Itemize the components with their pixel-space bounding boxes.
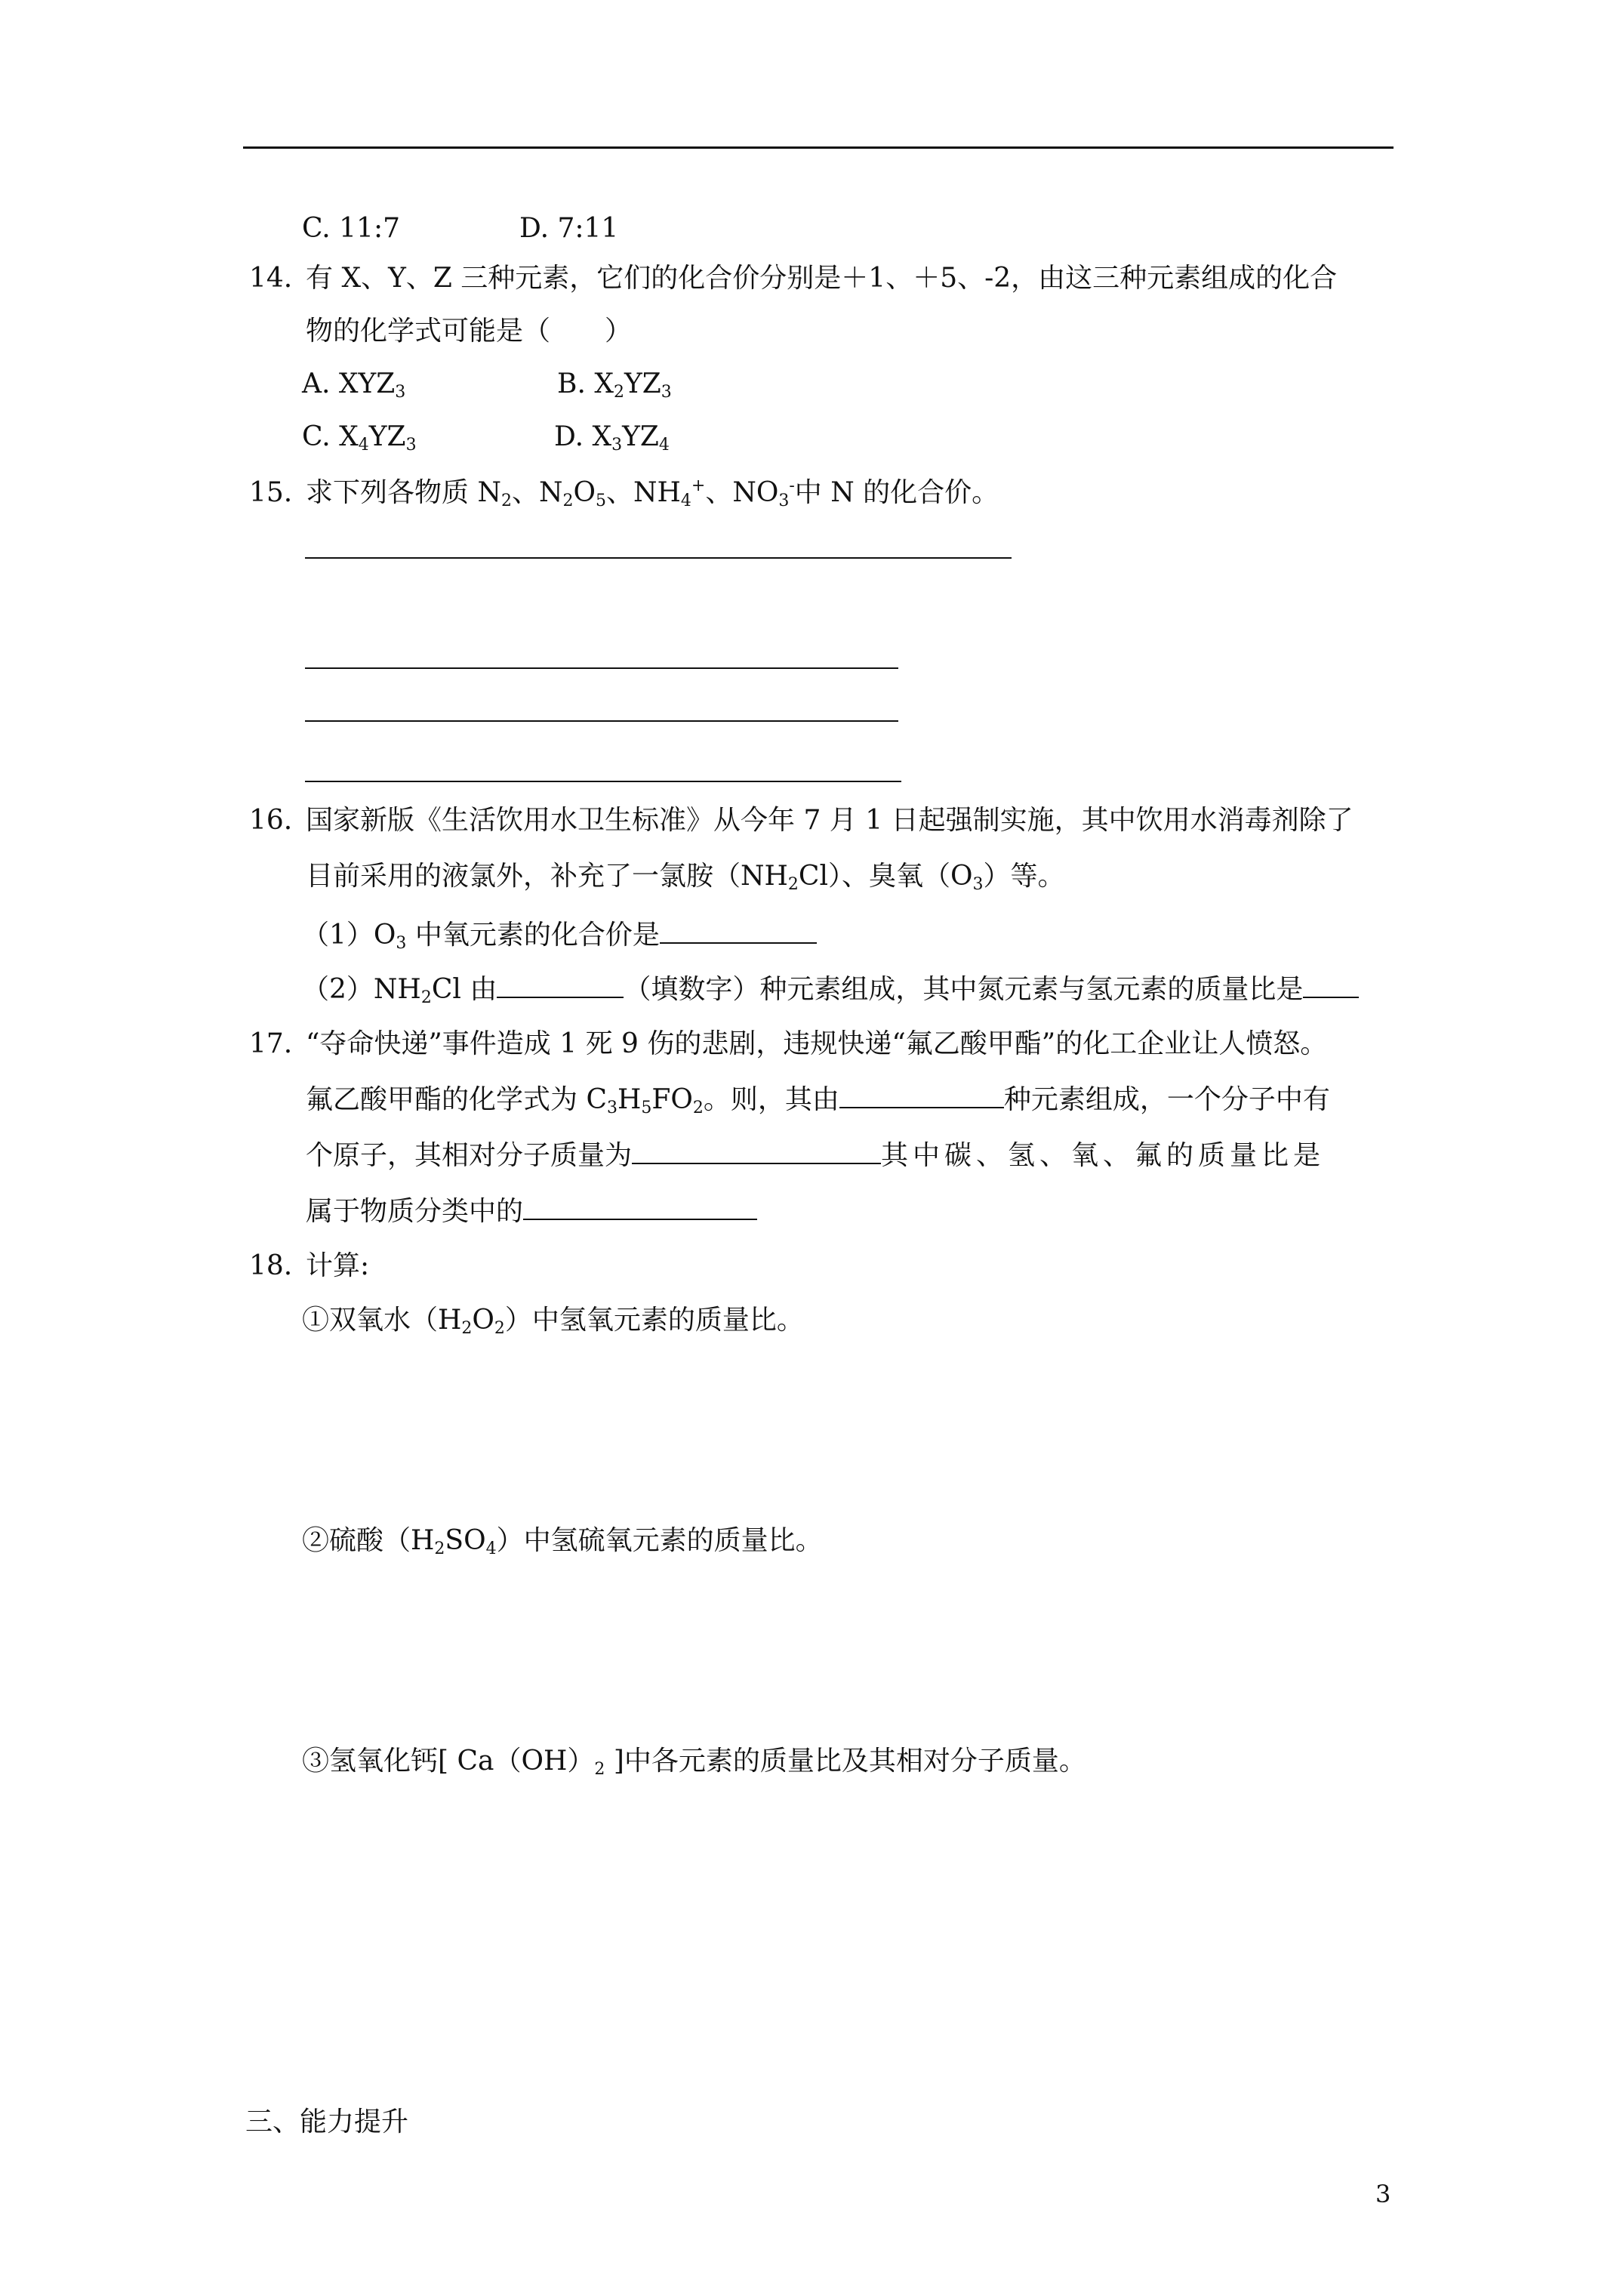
q13-option-d: D. 7:11 [519,213,619,244]
header-rule [243,146,1394,149]
q14-option-b: B. $X_2YZ_3$ [557,368,672,402]
q13-option-c: C. 11:7 [302,213,400,244]
q17-line2: 氟乙酸甲酯的化学式为 $C_3H_5FO_2$。则，其由 种元素组成，一个分子中有 [306,1084,1330,1117]
q16-sub2-blank-1[interactable] [497,974,624,998]
q18-item2: ②硫酸$(H_2SO_4)$中氢硫氧元素的质量比。 [302,1525,823,1558]
q14-line2: 物的化学式可能是（ ） [306,316,633,347]
q16-line1: 国家新版《生活饮用水卫生标准》从今年 7 月 1 日起强制实施，其中饮用水消毒剂除了 [306,805,1354,836]
q17-line3: 个原子，其相对分子质量为 其中碳、氢、氧、氟的质量比是 [306,1140,1326,1171]
q16-number: 16. [249,805,293,836]
q17-class-blank[interactable] [523,1196,757,1220]
q17-line1: “夺命快递”事件造成 1 死 9 伤的悲剧，违规快递“氟乙酸甲酯”的化工企业让人愤怒。 [306,1028,1328,1059]
q14-line1: 有 X、Y、Z 三种元素，它们的化合价分别是＋1、＋5、-2，由这三种元素组成的化合 [306,263,1338,294]
q18-item3: ③氢氧化钙[ $Ca(OH)_2$ ]中各元素的质量比及其相对分子质量。 [302,1746,1086,1779]
q18-title: 计算: [306,1250,370,1281]
q15-number: 15. [249,477,293,508]
q18-item1: ①双氧水$(H_2O_2)$中氢氧元素的质量比。 [302,1305,804,1338]
q14-option-c: C. $X_4YZ_3$ [302,421,417,455]
q17-mass-blank[interactable] [632,1140,881,1164]
q16-sub1: $(1)O_3$ 中氧元素的化合价是 [302,920,817,951]
q15-text: 求下列各物质 $N_2$、$N_2O_5$、$NH_4^+$、$NO_3^-$中 N 的化合价。 [306,476,999,510]
q15-answer-line-1[interactable] [305,557,1012,559]
q14-option-d: D. $X_3YZ_4$ [554,421,670,455]
q16-sub2: $(2)NH_2Cl$ 由 （填数字）种元素组成，其中氮元素与氢元素的质量比是 [302,974,1359,1005]
q14-option-a: A. $XYZ_3$ [302,368,406,402]
page-number: 3 [1375,2180,1391,2208]
q17-line4: 属于物质分类中的 [306,1196,757,1227]
q15-answer-line-3[interactable] [305,720,898,722]
section3-heading: 三、能力提升 [245,2106,409,2137]
q15-answer-line-2[interactable] [305,667,898,669]
q16-sub1-blank[interactable] [660,920,817,944]
q17-elements-blank[interactable] [839,1084,1004,1108]
q17-number: 17. [249,1028,293,1059]
q15-answer-line-4[interactable] [305,781,901,782]
q16-sub2-blank-2[interactable] [1303,974,1359,998]
q16-line2: 目前采用的液氯外，补充了一氯胺$(NH_2Cl)$、臭氧$(O_3)$等。 [306,861,1065,894]
q18-number: 18. [249,1250,293,1281]
q14-number: 14. [249,263,293,294]
